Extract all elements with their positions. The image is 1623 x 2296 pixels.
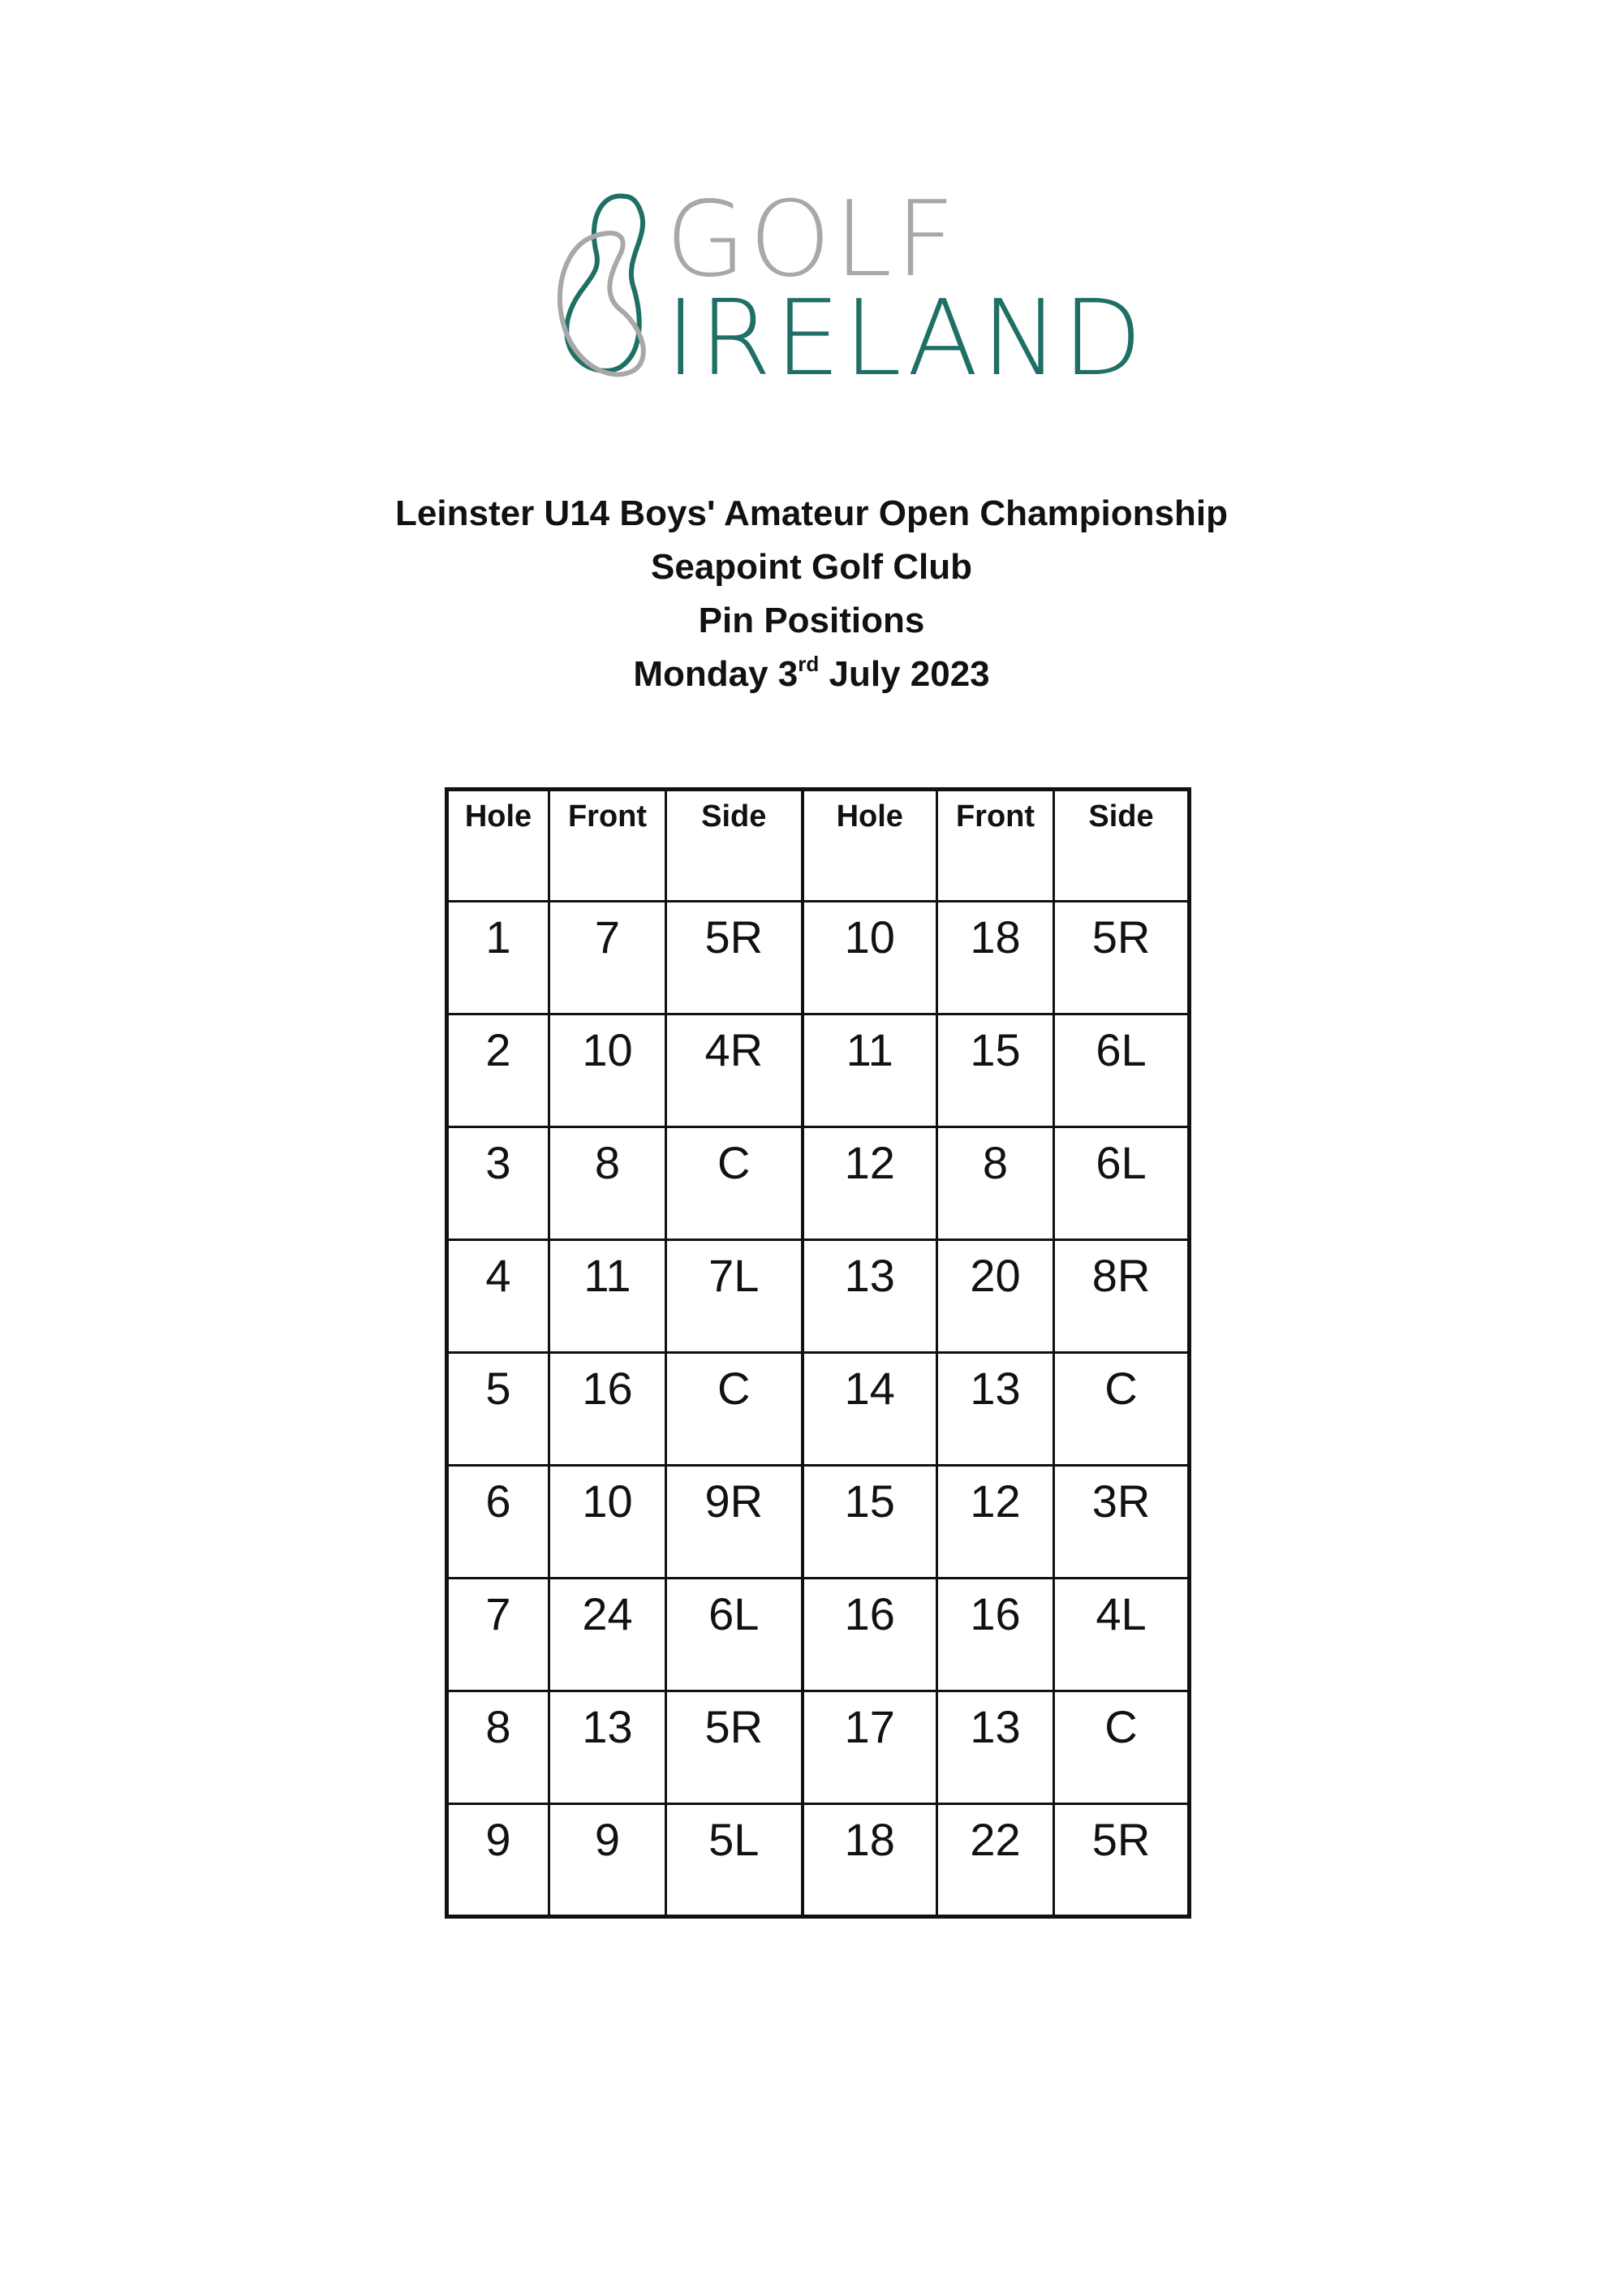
table-cell: 18 [803,1804,937,1917]
table-cell: 9 [549,1804,666,1917]
table-cell: 13 [803,1240,937,1353]
table-cell: 5 [447,1353,549,1466]
table-cell: 10 [803,902,937,1014]
date-prefix: Monday 3 [633,654,799,694]
table-row [447,1691,1190,1804]
table-cell: 8 [447,1691,549,1804]
table-cell: 8R [1054,1240,1190,1353]
table-cell: 9R [666,1466,803,1579]
table-cell: 10 [549,1466,666,1579]
table-cell: 16 [549,1353,666,1466]
table-cell: 9 [447,1804,549,1917]
table-cell: 13 [549,1691,666,1804]
table-cell: 15 [803,1466,937,1579]
table-cell: C [666,1353,803,1466]
table-cell: 7L [666,1240,803,1353]
table-cell: 5R [1054,1804,1190,1917]
table-cell: 4R [666,1014,803,1127]
table-cell: 6L [1054,1127,1190,1240]
golf-ireland-swirl-icon [544,188,657,399]
table-cell: 8 [549,1127,666,1240]
table-row [447,1804,1190,1917]
table-row [447,1466,1190,1579]
logo-golf-text: GOLF [665,179,958,300]
club-name: Seapoint Golf Club [651,547,972,587]
date-suffix: July 2023 [819,654,990,694]
table-cell: 6L [1054,1014,1190,1127]
header-front: Front [549,790,666,902]
table-row [447,1127,1190,1240]
table-cell: 2 [447,1014,549,1127]
table-cell: 15 [937,1014,1054,1127]
table-cell: 14 [803,1353,937,1466]
table-cell: 5L [666,1804,803,1917]
table-cell: 22 [937,1804,1054,1917]
table-cell: 11 [803,1014,937,1127]
table-cell: 18 [937,902,1054,1014]
table-cell: 16 [937,1579,1054,1691]
table-cell: 6 [447,1466,549,1579]
table-row [447,1014,1190,1127]
document-subtitle: Pin Positions [698,601,925,640]
table-cell: 3R [1054,1466,1190,1579]
table-cell: 10 [549,1014,666,1127]
table-cell: 16 [803,1579,937,1691]
header-front: Front [937,790,1054,902]
table-cell: 5R [1054,902,1190,1014]
table-cell: 7 [549,902,666,1014]
logo-ireland-text: IRELAND [665,278,1146,399]
document-heading [0,487,1623,701]
table-cell: 17 [803,1691,937,1804]
event-date [0,648,1623,701]
table-cell: 7 [447,1579,549,1691]
table-cell: 3 [447,1127,549,1240]
table-cell: 4 [447,1240,549,1353]
championship-title: Leinster U14 Boys' Amateur Open Championship [395,493,1228,533]
table-cell: C [1054,1691,1190,1804]
table-row [447,1579,1190,1691]
table-cell: 5R [666,902,803,1014]
header-side: Side [1054,790,1190,902]
table-row [447,902,1190,1014]
date-ordinal: rd [798,652,820,676]
pin-positions-table [445,787,1191,1919]
table-cell: 4L [1054,1579,1190,1691]
table-cell: 5R [666,1691,803,1804]
table-row [447,1353,1190,1466]
table-cell: 12 [937,1466,1054,1579]
table-cell: C [666,1127,803,1240]
table-cell: C [1054,1353,1190,1466]
table-cell: 11 [549,1240,666,1353]
table-cell: 13 [937,1353,1054,1466]
header-hole: Hole [447,790,549,902]
table-cell: 24 [549,1579,666,1691]
table-cell: 12 [803,1127,937,1240]
table-row [447,1240,1190,1353]
table-cell: 1 [447,902,549,1014]
table-header-row [447,790,1190,902]
header-hole: Hole [803,790,937,902]
table-cell: 8 [937,1127,1054,1240]
table-cell: 20 [937,1240,1054,1353]
table-cell: 13 [937,1691,1054,1804]
golf-ireland-logo [544,179,1146,399]
table-cell: 6L [666,1579,803,1691]
header-side: Side [666,790,803,902]
